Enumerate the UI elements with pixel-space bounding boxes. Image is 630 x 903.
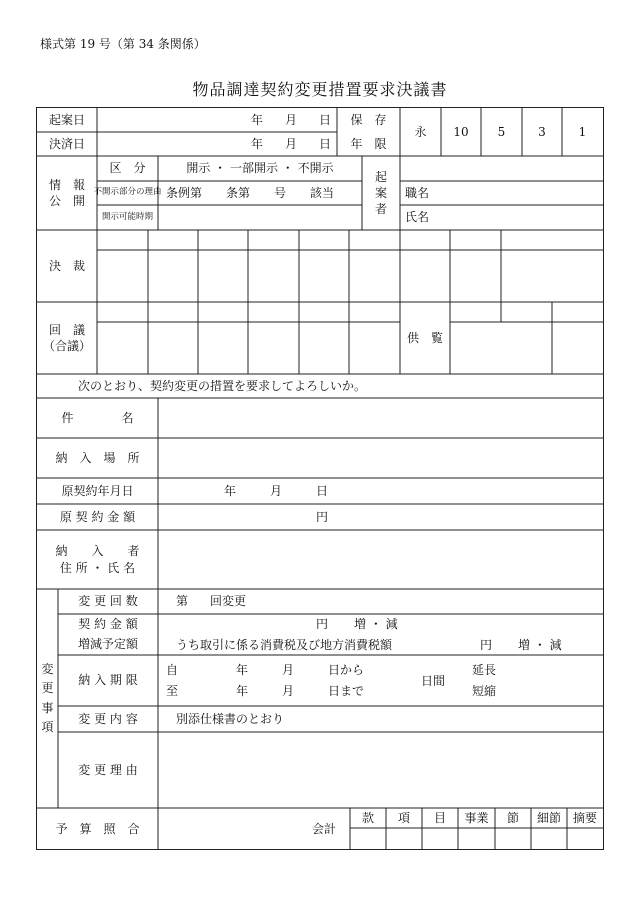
supplier-label: 納 入 者 住 所 ・ 氏 名 — [55, 544, 140, 575]
budget-col-kou: 項 — [397, 810, 410, 825]
original-contract-month: 月 — [270, 484, 283, 498]
reason-template: 条例第 条第 号 該当 — [166, 186, 335, 200]
form-number: 様式第 19 号（第 34 条関係） — [40, 37, 206, 51]
budget-col-project: 事業 — [464, 810, 489, 825]
decision-year: 年 — [251, 137, 264, 151]
retention-value-1[interactable]: 1 — [578, 124, 587, 139]
period-to-label: 至 — [166, 684, 179, 698]
change-amount-label: 増減予定額 — [77, 637, 138, 652]
retention-value-10[interactable]: 10 — [453, 124, 469, 139]
request-statement: 次のとおり、契約変更の措置を要求してよろしいか。 — [78, 379, 367, 393]
period-from-label: 自 — [166, 663, 179, 677]
period-from-suffix: 日から — [328, 663, 365, 677]
change-count-prefix: 第 — [176, 594, 189, 608]
category-options[interactable]: 開示 ・ 一部開示 ・ 不開示 — [186, 161, 334, 176]
draft-date-label: 起案日 — [48, 112, 85, 127]
retention-value-5[interactable]: 5 — [497, 124, 506, 139]
tax-inc-dec[interactable]: 増 ・ 減 — [518, 638, 562, 652]
decision-date-label: 決済日 — [48, 136, 85, 151]
retention-label-2: 年 限 — [350, 136, 387, 151]
retention-value-permanent[interactable]: 永 — [414, 124, 427, 139]
tax-note: うち取引に係る消費税及び地方消費税額 — [176, 638, 393, 652]
reason-label: 不開示部分の理由 — [93, 187, 162, 198]
page-title: 物品調達契約変更措置要求決議書 — [192, 80, 448, 100]
original-contract-day: 日 — [316, 484, 329, 498]
inspection-label: 供 覧 — [406, 330, 443, 345]
contract-amount-inc-dec[interactable]: 増 ・ 減 — [354, 617, 398, 631]
retention-label-1: 保 存 — [350, 112, 387, 127]
period-from-year: 年 — [236, 663, 249, 677]
budget-col-kan: 款 — [361, 810, 374, 825]
budget-col-remarks: 摘要 — [572, 810, 597, 825]
tax-unit: 円 — [480, 638, 493, 652]
budget-col-moku: 目 — [433, 810, 446, 825]
delivery-place-label: 納 入 場 所 — [55, 450, 140, 465]
retention-value-3[interactable]: 3 — [538, 124, 546, 139]
position-label: 職名 — [405, 186, 430, 200]
change-count-label: 変 更 回 数 — [78, 594, 138, 609]
subject-label: 件 名 — [61, 410, 134, 425]
name-label: 氏名 — [405, 210, 430, 224]
decision-day: 日 — [319, 137, 332, 151]
budget-label: 予 算 照 合 — [55, 821, 140, 836]
category-label: 区 分 — [109, 161, 146, 176]
period-days-label: 日間 — [421, 674, 446, 688]
original-contract-year: 年 — [224, 484, 237, 498]
drafter-label: 起 案 者 — [374, 169, 387, 217]
delivery-period-label: 納 入 期 限 — [78, 673, 138, 688]
period-to-suffix: 日まで — [328, 684, 365, 698]
budget-col-saisetsu: 細節 — [536, 810, 561, 825]
disclosure-label: 情 報 公 開 — [48, 177, 85, 208]
change-content-value: 別添仕様書のとおり — [176, 712, 285, 726]
changes-section-label: 変 更 事 項 — [41, 662, 54, 734]
account-label: 会計 — [312, 822, 337, 836]
change-reason-label: 変 更 理 由 — [78, 762, 138, 777]
change-count-suffix: 回変更 — [210, 594, 247, 608]
budget-col-setsu: 節 — [506, 810, 519, 825]
draft-day: 日 — [319, 113, 332, 127]
original-amount-unit: 円 — [316, 510, 329, 524]
approval-label: 決 裁 — [48, 258, 85, 273]
period-from-month: 月 — [282, 663, 295, 677]
period-to-year: 年 — [236, 684, 249, 698]
contract-amount-label: 契 約 金 額 — [78, 616, 138, 631]
original-contract-date-label: 原契約年月日 — [61, 483, 134, 498]
decision-month: 月 — [285, 137, 298, 151]
period-extend-label[interactable]: 延長 — [472, 663, 497, 677]
disclosure-date-label: 開示可能時期 — [101, 211, 153, 222]
circulation-label: 回 議 （合議） — [42, 322, 91, 353]
contract-amount-unit: 円 — [316, 617, 329, 631]
change-content-label: 変 更 内 容 — [78, 711, 138, 726]
period-to-month: 月 — [282, 684, 295, 698]
original-amount-label: 原 契 約 金 額 — [59, 509, 136, 524]
draft-year: 年 — [251, 113, 264, 127]
period-shorten-label[interactable]: 短縮 — [472, 684, 497, 698]
draft-month: 月 — [285, 113, 298, 127]
